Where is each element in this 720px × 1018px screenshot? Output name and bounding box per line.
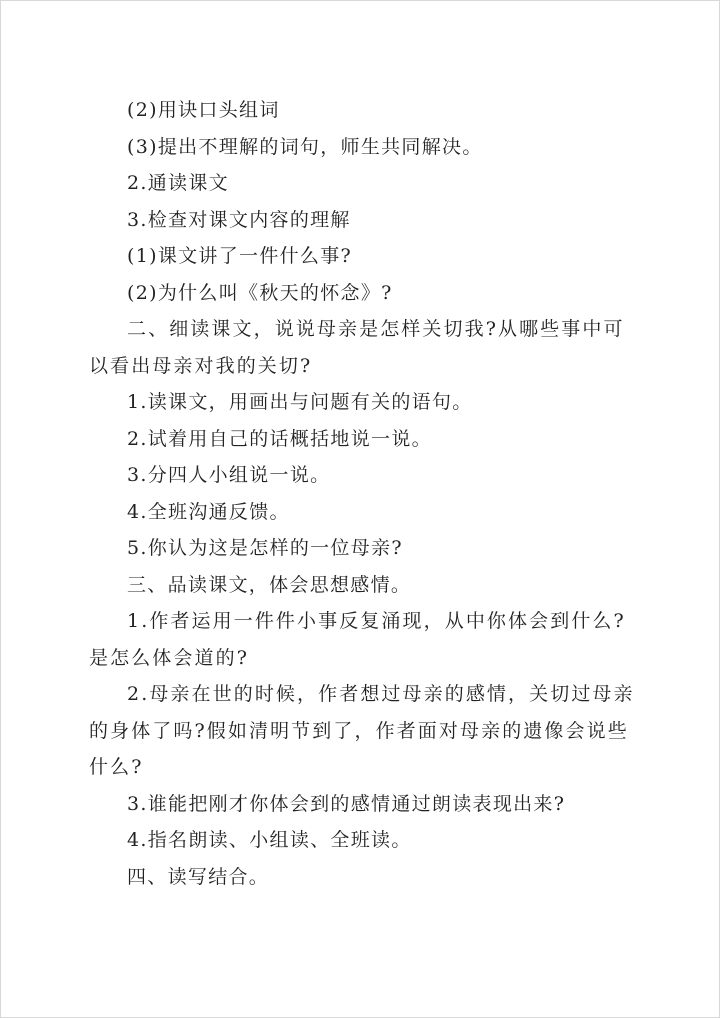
- paragraph: 4.指名朗读、小组读、全班读。: [127, 829, 412, 851]
- paragraph: 2.试着用自己的话概括地说一说。: [127, 427, 432, 450]
- paragraph: 1.读课文，用画出与问题有关的语句。: [127, 391, 473, 413]
- paragraph: 2.母亲在世的时候，作者想过母亲的感情，关切过母亲的身体了吗?假如清明节到了，作者面对母亲的遗像会说些什么?: [89, 683, 635, 778]
- section-heading-paragraph: 三、品读课文，体会思想感情。: [127, 573, 412, 596]
- document-body: [89, 92, 641, 895]
- paragraph: (2)用诀口头组词: [127, 99, 280, 121]
- paragraph: 3.谁能把刚才你体会到的感情通过朗读表现出来?: [127, 792, 566, 815]
- paragraph: (2)为什么叫《秋天的怀念》?: [127, 281, 393, 304]
- paragraph: 2.通读课文: [127, 172, 229, 194]
- paragraph: 5.你认为这是怎样的一位母亲?: [127, 537, 403, 559]
- paragraph: (1)课文讲了一件什么事?: [127, 245, 353, 267]
- paragraph: 4.全班沟通反馈。: [127, 500, 290, 523]
- paragraph: 3.检查对课文内容的理解: [127, 208, 351, 231]
- paragraph: 1.作者运用一件件小事反复涌现，从中你体会到什么?是怎么体会道的?: [89, 610, 626, 669]
- paragraph: 3.分四人小组说一说。: [127, 464, 331, 486]
- section-heading-paragraph: 四、读写结合。: [127, 865, 270, 888]
- paragraph: (3)提出不理解的词句，师生共同解决。: [127, 135, 483, 158]
- section-heading-paragraph: 二、细读课文，说说母亲是怎样关切我?从哪些事中可以看出母亲对我的关切?: [89, 318, 625, 377]
